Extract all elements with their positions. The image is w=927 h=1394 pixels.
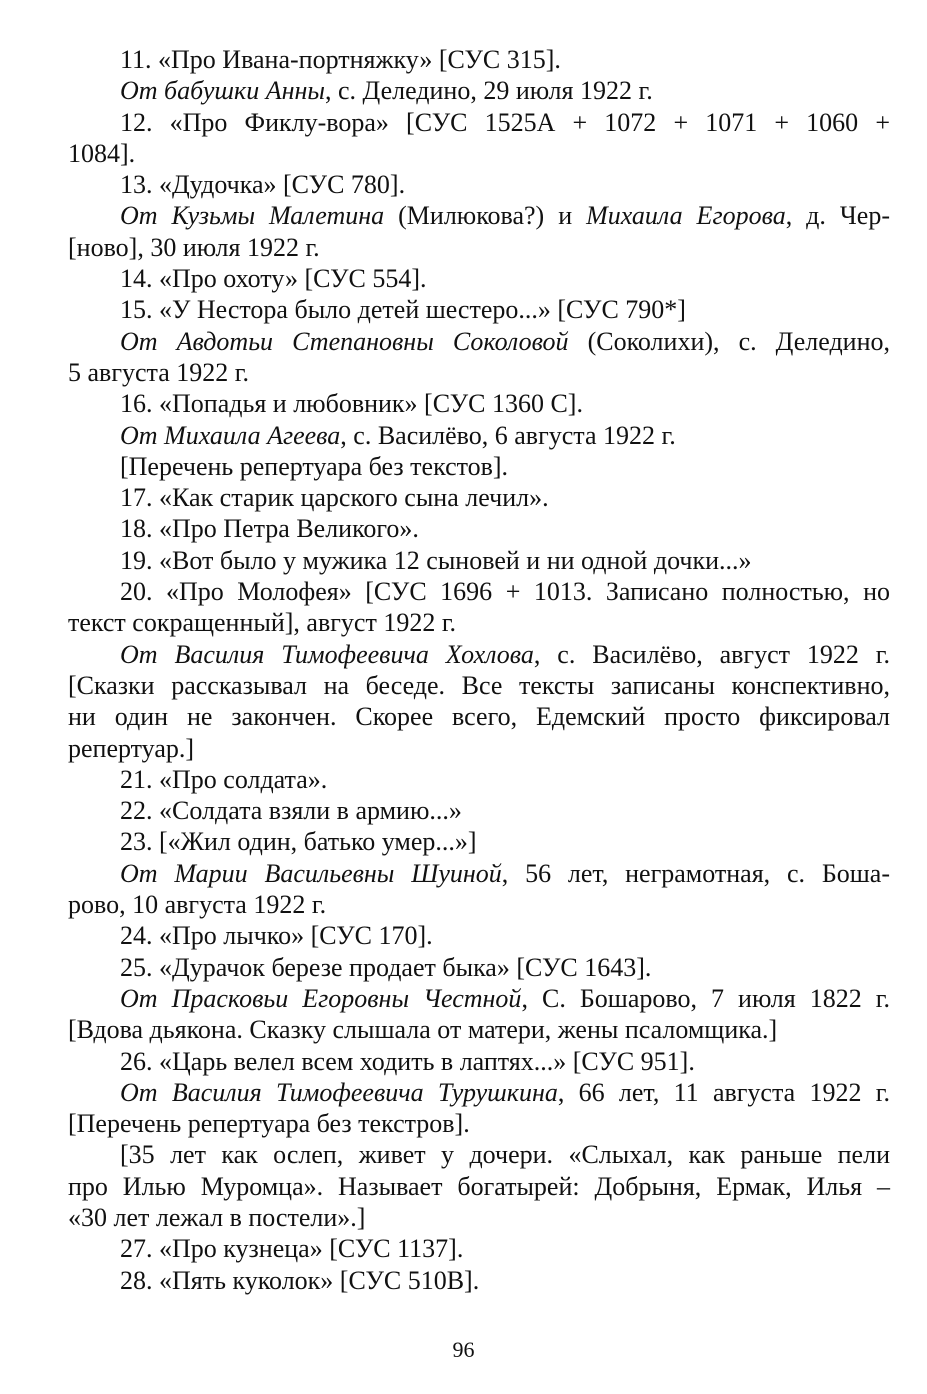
line-text: [Перечень репертуара без текстров].	[68, 1109, 470, 1139]
text-line	[68, 294, 890, 325]
narrator-name: От Михаила Агеева	[120, 420, 341, 450]
text-line	[68, 326, 890, 357]
line-text: 25. «Дурачок березе продает быка» [СУС 1643].	[120, 952, 652, 982]
line-text: (Милюкова?) и	[384, 201, 587, 231]
text-line	[68, 1046, 890, 1077]
line-text: 24. «Про лычко» [СУС 170].	[120, 921, 433, 951]
text-line	[68, 1077, 890, 1108]
text-line	[68, 576, 890, 607]
text-line	[68, 920, 890, 951]
text-line	[68, 513, 890, 544]
line-text: , 56 лет, неграмотная, с. Боша-	[501, 858, 890, 888]
text-line	[68, 733, 890, 764]
line-text: , с. Деледино, 29 июля 1922 г.	[324, 76, 653, 106]
text-line	[68, 983, 890, 1014]
text-line	[68, 545, 890, 576]
text-line	[68, 200, 890, 231]
narrator-name: От Марии Васильевны Шуиной	[120, 858, 502, 888]
line-text: 16. «Попадья и любовник» [СУС 1360 С].	[120, 389, 583, 419]
text-line	[68, 232, 890, 263]
text-line	[68, 169, 890, 200]
text-line	[68, 1014, 890, 1045]
line-text: про Илью Муромца». Называет богатырей: Добрыня, Ермак, Илья –	[68, 1171, 890, 1201]
page-body	[68, 44, 890, 1296]
line-text: 27. «Про кузнеца» [СУС 1137].	[120, 1234, 464, 1264]
line-text: [35 лет как ослеп, живет у дочери. «Слыхал, как раньше пели	[120, 1140, 890, 1170]
line-text: [Перечень репертуара без текстов].	[120, 451, 509, 481]
narrator-name: От Кузьмы Малетина	[120, 201, 385, 231]
narrator-name: Михаила Егорова	[586, 201, 786, 231]
line-text: 23. [«Жил один, батько умер...»]	[120, 827, 477, 857]
line-text: 15. «У Нестора было детей шестеро...» [СУС 790*]	[120, 295, 686, 325]
narrator-name: От бабушки Анны	[120, 76, 325, 106]
line-text: 1084].	[68, 138, 136, 168]
text-line	[68, 263, 890, 294]
line-text: , с. Василёво, 6 августа 1922 г.	[340, 420, 676, 450]
line-text: 11. «Про Ивана-портняжку» [СУС 315].	[120, 45, 561, 74]
line-text: [Сказки рассказывал на беседе. Все тексты записаны конспективно,	[68, 670, 890, 700]
text-line	[68, 701, 890, 732]
text-line	[68, 1171, 890, 1202]
line-text: 26. «Царь велел всем ходить в лаптях...» [СУС 951].	[120, 1046, 695, 1076]
text-line	[68, 952, 890, 983]
line-text: [Вдова дьякона. Сказку слышала от матери, жены псаломщика.]	[68, 1015, 778, 1045]
line-text: 18. «Про Петра Великого».	[120, 514, 419, 544]
line-text: 5 августа 1922 г.	[68, 357, 249, 387]
text-line	[68, 44, 890, 75]
line-text: ни один не закончен. Скорее всего, Едемский просто фиксировал	[68, 702, 890, 732]
narrator-name: От Василия Тимофеевича Хохлова	[120, 639, 534, 669]
text-line	[68, 826, 890, 857]
text-line	[68, 795, 890, 826]
text-line	[68, 639, 890, 670]
line-text: «30 лет лежал в постели».]	[68, 1202, 366, 1232]
text-line	[68, 764, 890, 795]
text-line	[68, 858, 890, 889]
line-text: 17. «Как старик царского сына лечил».	[120, 483, 549, 513]
text-line	[68, 1202, 890, 1233]
text-line	[68, 482, 890, 513]
text-line	[68, 889, 890, 920]
text-line	[68, 670, 890, 701]
line-text: , 66 лет, 11 августа 1922 г.	[557, 1077, 890, 1107]
line-text: рово, 10 августа 1922 г.	[68, 890, 327, 920]
text-line	[68, 607, 890, 638]
text-line	[68, 107, 890, 138]
narrator-name: От Василия Тимофеевича Турушкина	[120, 1077, 558, 1107]
text-line	[68, 420, 890, 451]
text-line	[68, 138, 890, 169]
line-text: [ново], 30 июля 1922 г.	[68, 232, 320, 262]
line-text: 14. «Про охоту» [СУС 554].	[120, 264, 427, 294]
line-text: 28. «Пять куколок» [СУС 510В].	[120, 1265, 480, 1295]
text-line	[68, 1265, 890, 1296]
line-text: 19. «Вот было у мужика 12 сыновей и ни одной дочки...»	[120, 545, 752, 575]
text-line	[68, 75, 890, 106]
line-text: , с. Василёво, август 1922 г.	[533, 639, 891, 669]
line-text: 13. «Дудочка» [СУС 780].	[120, 170, 406, 200]
line-text: 21. «Про солдата».	[120, 764, 328, 794]
narrator-name: От Прасковьи Егоровны Честной	[120, 983, 522, 1013]
line-text: (Соколихи), с. Деледино,	[568, 326, 890, 356]
line-text: , д. Чер-	[785, 201, 890, 231]
line-text: 20. «Про Молофея» [СУС 1696 + 1013. Записано полностью, но	[120, 577, 890, 607]
text-line	[68, 1139, 890, 1170]
line-text: репертуар.]	[68, 733, 195, 763]
text-line	[68, 1233, 890, 1264]
narrator-name: От Авдотьи Степановны Соколовой	[120, 326, 569, 356]
line-text: 12. «Про Фиклу-вора» [СУС 1525А + 1072 + 1071 + 1060 +	[120, 107, 890, 137]
line-text: , С. Бошарово, 7 июля 1822 г.	[521, 983, 890, 1013]
text-line	[68, 1108, 890, 1139]
text-line	[68, 357, 890, 388]
line-text: 22. «Солдата взяли в армию...»	[120, 796, 462, 826]
text-line	[68, 388, 890, 419]
line-text: текст сокращенный], август 1922 г.	[68, 608, 457, 638]
page-number: 96	[452, 1337, 475, 1362]
text-line	[68, 451, 890, 482]
